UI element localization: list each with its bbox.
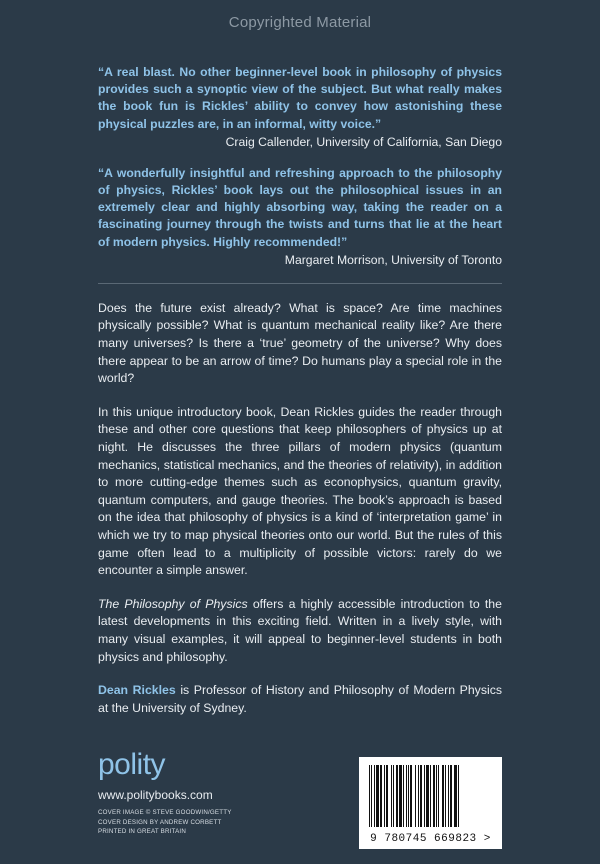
barcode-bar	[418, 765, 419, 827]
back-cover-text	[98, 64, 502, 733]
barcode-bar	[374, 765, 375, 827]
polity-logo: polity	[98, 748, 166, 781]
review-attribution-1: Craig Callender, University of California, San Diego	[225, 134, 502, 149]
barcode-bar	[380, 765, 382, 827]
author-bio	[98, 682, 502, 717]
barcode-bar	[415, 765, 416, 827]
credit-line: PRINTED IN GREAT BRITAIN	[98, 828, 186, 835]
barcode-bar	[438, 765, 439, 827]
cover-credits	[98, 808, 232, 837]
author-name: Dean Rickles	[98, 683, 176, 698]
barcode-bar	[403, 765, 404, 827]
barcode-bar	[399, 765, 402, 827]
barcode-bar	[406, 765, 407, 827]
questions-paragraph: Does the future exist already? What is space? Are time machines physically possible? What is quantum mechanical reality like? Are there many universes? Is there a ‘true’ geometry of the universe? Why does there appear to be an arrow of time? Do humans play a special role in the world?	[98, 300, 502, 386]
barcode-bar	[369, 765, 370, 827]
barcode-bar	[448, 765, 449, 827]
barcode-bar	[408, 765, 409, 827]
barcode-bar	[386, 765, 388, 827]
credit-line: COVER IMAGE © STEVE GOODWIN/GETTY	[98, 809, 232, 816]
barcode-bar	[376, 765, 379, 827]
barcode-bar	[436, 765, 437, 827]
summary-paragraph	[98, 596, 502, 666]
barcode-bar	[420, 765, 422, 827]
barcode-bar	[426, 765, 429, 827]
review-attribution-2: Margaret Morrison, University of Toronto	[284, 252, 502, 267]
barcode-bar	[450, 765, 452, 827]
barcode-bar	[430, 765, 431, 827]
barcode-bar	[391, 765, 392, 827]
description-paragraph: In this unique introductory book, Dean Rickles guides the reader through these and other core questions that keep philosophers of physics up at night. He discusses the three pillars of modern physics (quantum mechanics, statistical mechanics, and the theories of relativity), in addition to more cutting-edge themes such as econophysics, quantum gravity, quantum computers, and gauge theories. The book’s approach is based on the idea that philosophy of physics is a kind of ‘interpretation game’ in which we try to map physical theories onto our world. But the rules of this game often lead to a multiplicity of possible victors: rarely do we encounter a simple answer.	[98, 404, 502, 578]
barcode-bar	[442, 765, 444, 827]
book-title: The Philosophy of Physics	[98, 596, 248, 611]
review-quote-2: “A wonderfully insightful and refreshing approach to the philosophy of physics, Rickles’ book lays out the philosophical issues in an extremely clear and highly absorbing way, taking the reader on a fascinating journey through the twists and turns that lie at the heart of modern physics. Highly recommended!”	[98, 165, 502, 249]
barcode-bar	[396, 765, 398, 827]
barcode-bar	[393, 765, 394, 827]
barcode-bars	[369, 765, 492, 827]
credit-line: COVER DESIGN BY ANDREW CORBETT	[98, 818, 222, 826]
watermark: Copyrighted Material	[228, 14, 372, 31]
divider	[98, 283, 502, 284]
barcode-bar	[410, 765, 412, 827]
barcode-bar	[424, 765, 425, 827]
author-bio-text: is Professor of History and Philosophy of Modern Physics at the University of Sydney.	[98, 683, 502, 715]
barcode-bar	[371, 765, 372, 827]
summary-text: offers a highly accessible introduction to the latest developments in this exciting field. Written in a lively style, with many visual examples, it will appeal to beginner-level students in both physics and philosophy.	[98, 596, 502, 664]
barcode-bar	[445, 765, 446, 827]
isbn-number: 9 780745 669823 >	[370, 833, 491, 845]
isbn-barcode	[359, 757, 502, 849]
barcode-bar	[454, 765, 457, 827]
barcode-bar	[433, 765, 435, 827]
publisher-url: www.politybooks.com	[98, 788, 213, 802]
barcode-bar	[458, 765, 459, 827]
barcode-bar	[384, 765, 385, 827]
review-quote-1: “A real blast. No other beginner-level book in philosophy of physics provides such a synoptic view of the subject. But what really makes the book fun is Rickles’ ability to convey how astonishing these physical puzzles are, in an informal, witty voice.”	[98, 65, 502, 131]
